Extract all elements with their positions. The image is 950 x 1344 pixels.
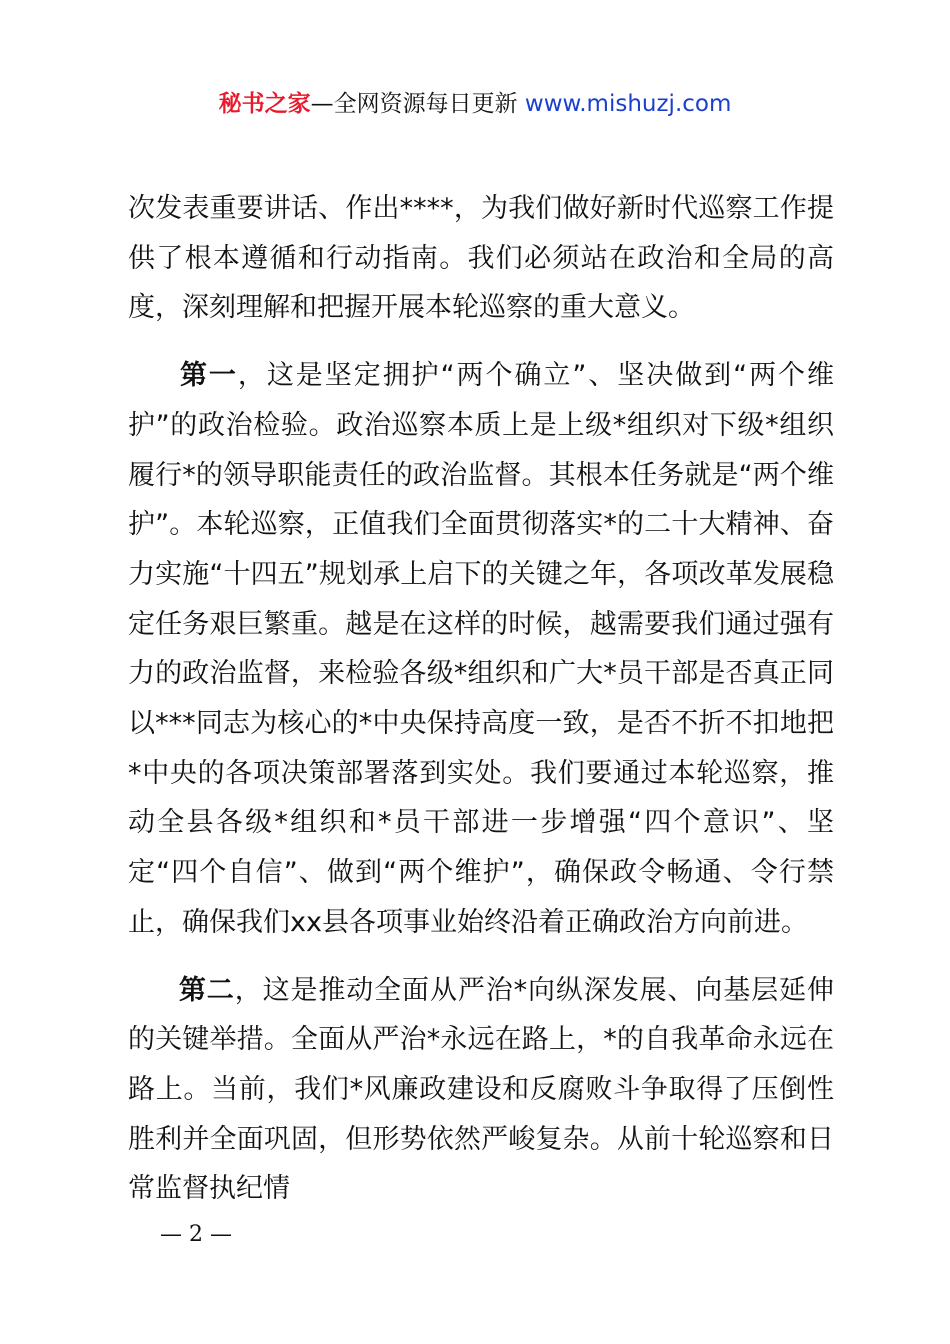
brand-name: 秘书之家 — [218, 91, 311, 117]
document-body — [128, 184, 834, 1214]
paragraph-first-point — [128, 351, 834, 947]
page-number: — 2 — — [160, 1222, 232, 1247]
paragraph-lead: 第二 — [178, 974, 235, 1006]
paragraph-continued — [128, 184, 834, 333]
site-header — [0, 86, 950, 122]
paragraph-second-point — [128, 966, 834, 1215]
paragraph-text: 次发表重要讲话、作出****，为我们做好新时代巡察工作提供了根本遵循和行动指南。我们必须站在政治和全局的高度，深刻理解和把握开展本轮巡察的重大意义。 — [128, 193, 834, 324]
header-url-link[interactable]: www.mishuzj.com — [524, 91, 732, 117]
paragraph-text: ，这是推动全面从严治*向纵深发展、向基层延伸的关键举措。全面从严治*永远在路上，*的自我革命永远在路上。当前，我们*风廉政建设和反腐败斗争取得了压倒性胜利并全面巩固，但形势依然严峻复杂。从前十轮巡察和日常监督执纪情 — [128, 974, 834, 1205]
header-tagline: 全网资源每日更新 — [333, 91, 518, 117]
paragraph-lead: 第一 — [178, 360, 238, 392]
header-dash: — — [310, 91, 334, 117]
paragraph-text: ，这是坚定拥护“两个确立”、坚决做到“两个维护”的政治检验。政治巡察本质上是上级*组织对下级*组织履行*的领导职能责任的政治监督。其根本任务就是“两个维护”。本轮巡察，正值我们全面贯彻落实*的二十大精神、奋力实施“十四五”规划承上启下的关键之年，各项改革发展稳定任务艰巨繁重。越是在这样的时候，越需要我们通过强有力的政治监督，来检验各级*组织和广大*员干部是否真正同以***同志为核心的*中央保持高度一致，是否不折不扣地把*中央的各项决策部署落到实处。我们要通过本轮巡察，推动全县各级*组织和*员干部进一步增强“四个意识”、坚定“四个自信”、做到“两个维护”，确保政令畅通、令行禁止，确保我们xx县各项事业始终沿着正确政治方向前进。 — [128, 360, 835, 938]
